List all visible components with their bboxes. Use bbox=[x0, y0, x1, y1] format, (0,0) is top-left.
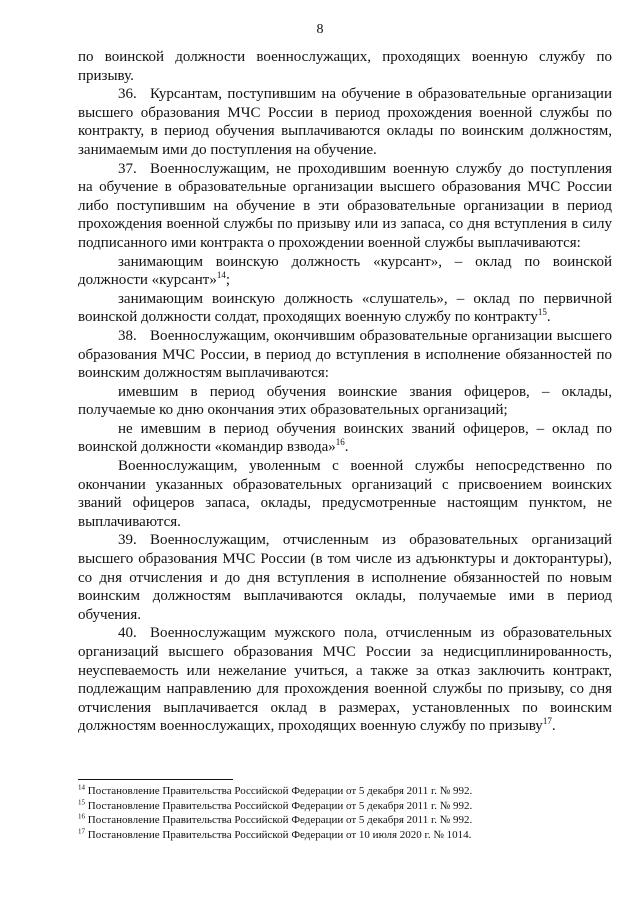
paragraph-38-item-non-officers bbox=[78, 420, 612, 457]
paragraph-37-item-cadet bbox=[78, 253, 612, 290]
paragraph-number: 36. bbox=[118, 86, 137, 103]
paragraph-number: 39. bbox=[118, 532, 137, 549]
footnote-number: 16 bbox=[78, 812, 85, 821]
footnote-ref: 15 bbox=[537, 307, 547, 318]
paragraph-40 bbox=[78, 624, 612, 736]
page-number: 8 bbox=[316, 22, 324, 37]
paragraph-text: Военнослужащим, уволенным с военной службы непосредственно по окончании указанных образовательных организаций с присвоением воинских званий офицеров запаса, оклады, предусмотренные настоящим пунктом, не выплачиваются. bbox=[78, 458, 612, 530]
paragraph-number: 37. bbox=[118, 160, 137, 177]
punctuation: . bbox=[344, 439, 349, 456]
paragraph-text: по воинской должности военнослужащих, проходящих военную службу по призыву. bbox=[78, 49, 612, 84]
punctuation: ; bbox=[225, 272, 231, 289]
punctuation: . bbox=[546, 309, 551, 326]
paragraph-text: Военнослужащим, не проходившим военную службу до поступления на обучение в образовательные организации высшего образования МЧС России либо поступившим на обучение в эти образовательные организации в период прохождения военной службы по призыву или из запаса, со дня вступления в силу подписанного ими контракта о прохождении военной службы выплачиваются: bbox=[78, 160, 612, 251]
paragraph-38-item-officers bbox=[78, 383, 612, 420]
paragraph-38 bbox=[78, 327, 612, 383]
paragraph-38-discharged bbox=[78, 457, 612, 531]
footnote bbox=[78, 784, 612, 799]
paragraph-text: имевшим в период обучения воинские звания офицеров, – оклады, получаемые ко дню окончания этих образовательных организаций; bbox=[78, 383, 612, 419]
paragraph-text: занимающим воинскую должность «курсант», – оклад по воинской должности «курсант» bbox=[78, 253, 612, 289]
footnote bbox=[78, 828, 612, 843]
footnote-number: 17 bbox=[78, 827, 85, 836]
paragraph-number: 38. bbox=[118, 327, 137, 344]
footnote bbox=[78, 799, 612, 814]
footnote bbox=[78, 813, 612, 828]
footnote-ref: 14 bbox=[216, 270, 226, 281]
footnote-divider bbox=[78, 779, 233, 780]
paragraph-text: занимающим воинскую должность «слушатель», – оклад по первичной воинской должности солдат, проходящих военную службу по контракту bbox=[78, 290, 612, 326]
footnote-number: 14 bbox=[78, 783, 85, 792]
footnote-ref: 16 bbox=[335, 437, 345, 448]
paragraph-text: Курсантам, поступившим на обучение в образовательные организации высшего образования МЧС России в период прохождения военной службы по контракту, в период обучения выплачиваются оклады по воинским должностям, занимаемым ими до поступления на обучение. bbox=[78, 86, 612, 158]
paragraph-37 bbox=[78, 160, 612, 253]
paragraph-text: Военнослужащим, окончившим образовательные организации высшего образования МЧС России, в период до вступления в исполнение обязанностей по воинским должностям выплачиваются: bbox=[78, 327, 612, 382]
paragraph-text: Военнослужащим мужского пола, отчисленным из образовательных организаций высшего образования МЧС России за недисциплинированность, неуспеваемость или нежелание учиться, а также за отказ заключить контракт, подлежащим направлению для прохождения военной службы по призыву, со дня отчисления выплачивается оклад в размерах, установленных по воинским должностям военнослужащих, проходящих военную службу по призыву bbox=[78, 625, 612, 735]
footnote-text: Постановление Правительства Российской Федерации от 5 декабря 2011 г. № 992. bbox=[85, 785, 473, 797]
paragraph-37-item-listener bbox=[78, 290, 612, 327]
footnote-text: Постановление Правительства Российской Федерации от 10 июля 2020 г. № 1014. bbox=[85, 828, 472, 841]
paragraph-text: Военнослужащим, отчисленным из образовательных организаций высшего образования МЧС России (в том числе из адъюнктуры и докторантуры), со дня отчисления и до дня вступления в исполнение обязанностей по новым воинским должностям выплачиваются оклады, получаемые ими в период обучения. bbox=[78, 532, 612, 623]
footnote-text: Постановление Правительства Российской Федерации от 5 декабря 2011 г. № 992. bbox=[85, 799, 473, 812]
paragraph-text: не имевшим в период обучения воинских званий офицеров, – оклад по воинской должности «командир взвода» bbox=[78, 420, 612, 456]
paragraph-continuation bbox=[78, 48, 612, 85]
footnotes bbox=[78, 784, 612, 842]
paragraph-number: 40. bbox=[118, 625, 137, 642]
footnote-text: Постановление Правительства Российской Федерации от 5 декабря 2011 г. № 992. bbox=[85, 814, 473, 827]
footnote-ref: 17 bbox=[542, 716, 552, 727]
punctuation: . bbox=[551, 718, 556, 735]
paragraph-36 bbox=[78, 85, 612, 159]
document-body bbox=[78, 48, 612, 736]
paragraph-39 bbox=[78, 531, 612, 624]
footnote-number: 15 bbox=[78, 797, 85, 806]
